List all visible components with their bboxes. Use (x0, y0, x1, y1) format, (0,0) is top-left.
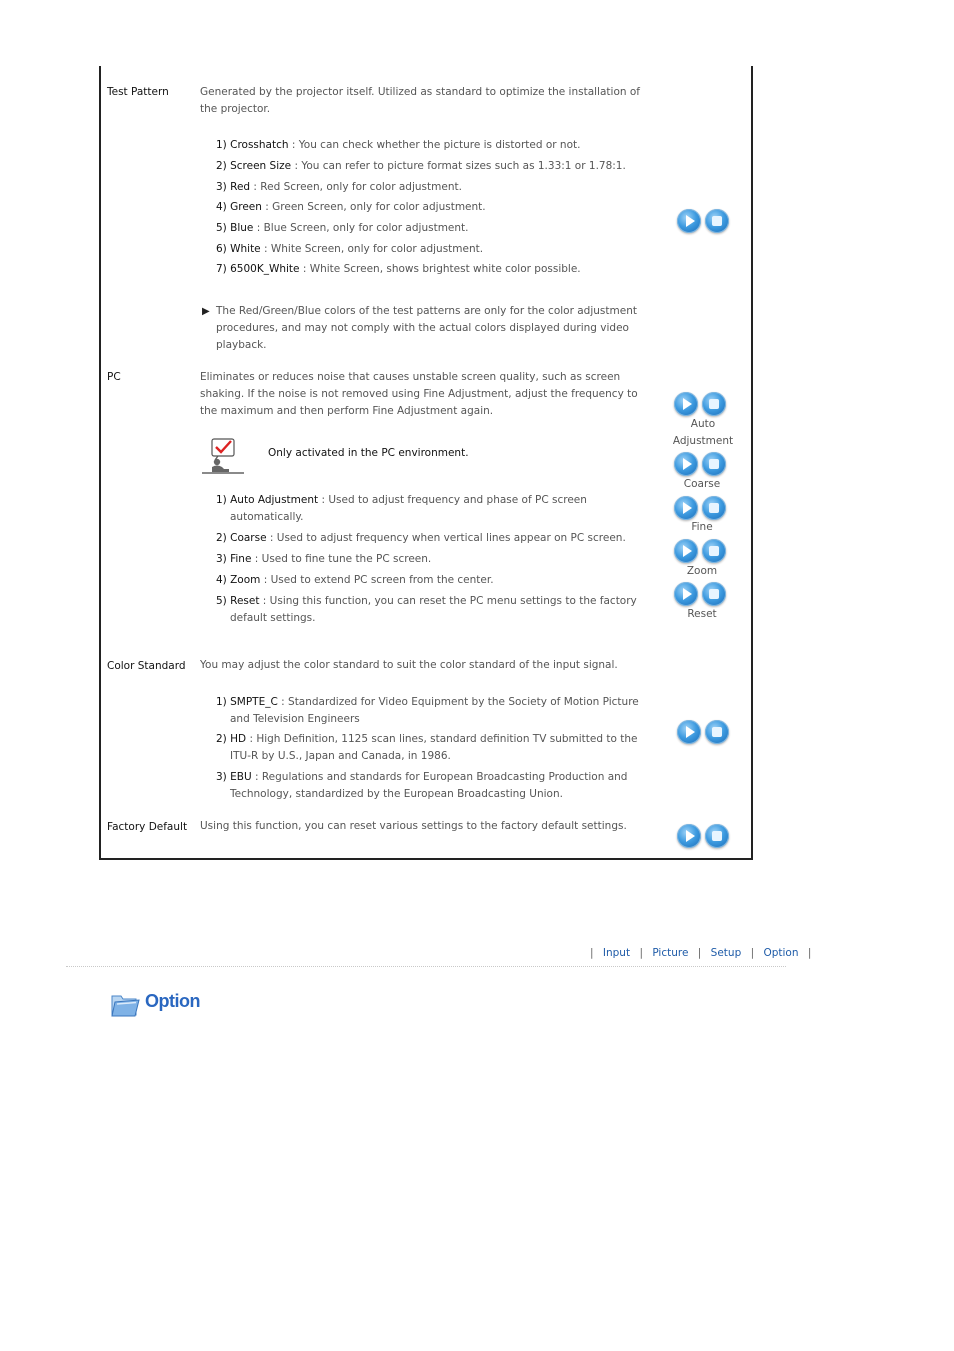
pc-memo-text: Only activated in the PC environment. (268, 447, 469, 459)
test-pattern-item: 3) Red : Red Screen, only for color adjustment. (216, 181, 462, 193)
test-pattern-item: 1) Crosshatch : You can check whether the picture is distorted or not. (216, 139, 581, 151)
play-circle-icon[interactable] (674, 539, 698, 563)
pc-item: 3) Fine : Used to fine tune the PC screen. (216, 553, 432, 565)
nav-link-setup[interactable]: Setup (710, 947, 742, 959)
stop-circle-icon[interactable] (702, 539, 726, 563)
pc-item: 4) Zoom : Used to extend PC screen from the center. (216, 574, 494, 586)
color-standard-description: You may adjust the color standard to suit the color standard of the input signal. (200, 659, 618, 671)
pc-description: Eliminates or reduces noise that causes unstable screen quality, such as screen shaking. If the noise is not removed using Fine Adjustment, adjust the frequency to the maximum and then perform Fine Adjustment again. (200, 371, 638, 417)
nav-separator: | (697, 947, 702, 959)
nav-separator: | (639, 947, 643, 959)
test-pattern-item: 6) White : White Screen, only for color adjustment. (216, 243, 484, 255)
factory-default-description: Using this function, you can reset various settings to the factory default settings. (200, 820, 627, 832)
settings-table (99, 66, 753, 860)
stop-circle-icon[interactable] (705, 824, 729, 848)
play-circle-icon[interactable] (674, 582, 698, 606)
test-pattern-description: Generated by the projector itself. Utilized as standard to optimize the installation of the projector. (200, 86, 640, 115)
test-pattern-buttons (677, 209, 733, 237)
test-pattern-item: 4) Green : Green Screen, only for color adjustment. (216, 201, 486, 213)
dotted-divider (66, 966, 786, 967)
folder-icon (110, 990, 140, 1018)
caption-coarse: Coarse (683, 478, 721, 490)
stop-circle-icon[interactable] (702, 582, 726, 606)
row-label-pc: PC (107, 371, 121, 383)
pc-item: 2) Coarse : Used to adjust frequency when vertical lines appear on PC screen. (216, 532, 626, 544)
caption-fine: Fine (691, 521, 713, 533)
play-circle-icon[interactable] (677, 209, 701, 233)
nav-link-option[interactable]: Option (763, 947, 799, 959)
stop-circle-icon[interactable] (702, 452, 726, 476)
nav-separator: | (750, 947, 755, 959)
pc-item: 5) Reset : Using this function, you can reset the PC menu settings to the factory default settings. (216, 595, 637, 624)
play-circle-icon[interactable] (677, 720, 701, 744)
triangle-bullet-icon: ▶ (202, 306, 210, 317)
color-standard-buttons (677, 720, 733, 748)
pc-item: 1) Auto Adjustment : Used to adjust frequency and phase of PC screen automatically. (216, 494, 587, 523)
color-standard-item: 2) HD : High Definition, 1125 scan lines, standard definition TV submitted to the ITU-R by U.S., Japan and Canada, in 1986. (216, 733, 638, 762)
stop-circle-icon[interactable] (705, 720, 729, 744)
row-label-test-pattern: Test Pattern (107, 86, 169, 98)
play-circle-icon[interactable] (677, 824, 701, 848)
factory-default-buttons (677, 824, 733, 852)
play-circle-icon[interactable] (674, 452, 698, 476)
play-circle-icon[interactable] (674, 496, 698, 520)
row-label-color-standard: Color Standard (107, 660, 186, 672)
stop-circle-icon[interactable] (705, 209, 729, 233)
test-pattern-item: 5) Blue : Blue Screen, only for color adjustment. (216, 222, 469, 234)
section-title: Option (145, 991, 200, 1011)
row-label-factory-default: Factory Default (107, 821, 188, 833)
test-pattern-note: ▶ The Red/Green/Blue colors of the test patterns are only for the color adjustment procedures, and may not comply with the actual colors displayed during video playback. (202, 305, 637, 351)
section-heading (110, 990, 200, 1020)
color-standard-item: 3) EBU : Regulations and standards for European Broadcasting Production and Technology, standardized by the European Broadcasting Union. (216, 771, 628, 800)
caption-zoom: Zoom (686, 565, 718, 577)
caption-reset: Reset (687, 608, 717, 620)
section-nav (584, 947, 817, 959)
nav-separator: | (807, 947, 812, 959)
nav-link-picture[interactable]: Picture (652, 947, 689, 959)
caption-auto-adjustment: Auto Adjustment (672, 418, 734, 447)
color-standard-item: 1) SMPTE_C : Standardized for Video Equipment by the Society of Motion Picture and Television Engineers (216, 696, 639, 725)
stop-circle-icon[interactable] (702, 496, 726, 520)
nav-separator: | (590, 947, 594, 959)
nav-link-input[interactable]: Input (602, 947, 631, 959)
stop-circle-icon[interactable] (702, 392, 726, 416)
memo-check-icon (202, 436, 246, 474)
test-pattern-item: 2) Screen Size : You can refer to picture format sizes such as 1.33:1 or 1.78:1. (216, 160, 626, 172)
play-circle-icon[interactable] (674, 392, 698, 416)
test-pattern-item: 7) 6500K_White : White Screen, shows brightest white color possible. (216, 263, 581, 275)
